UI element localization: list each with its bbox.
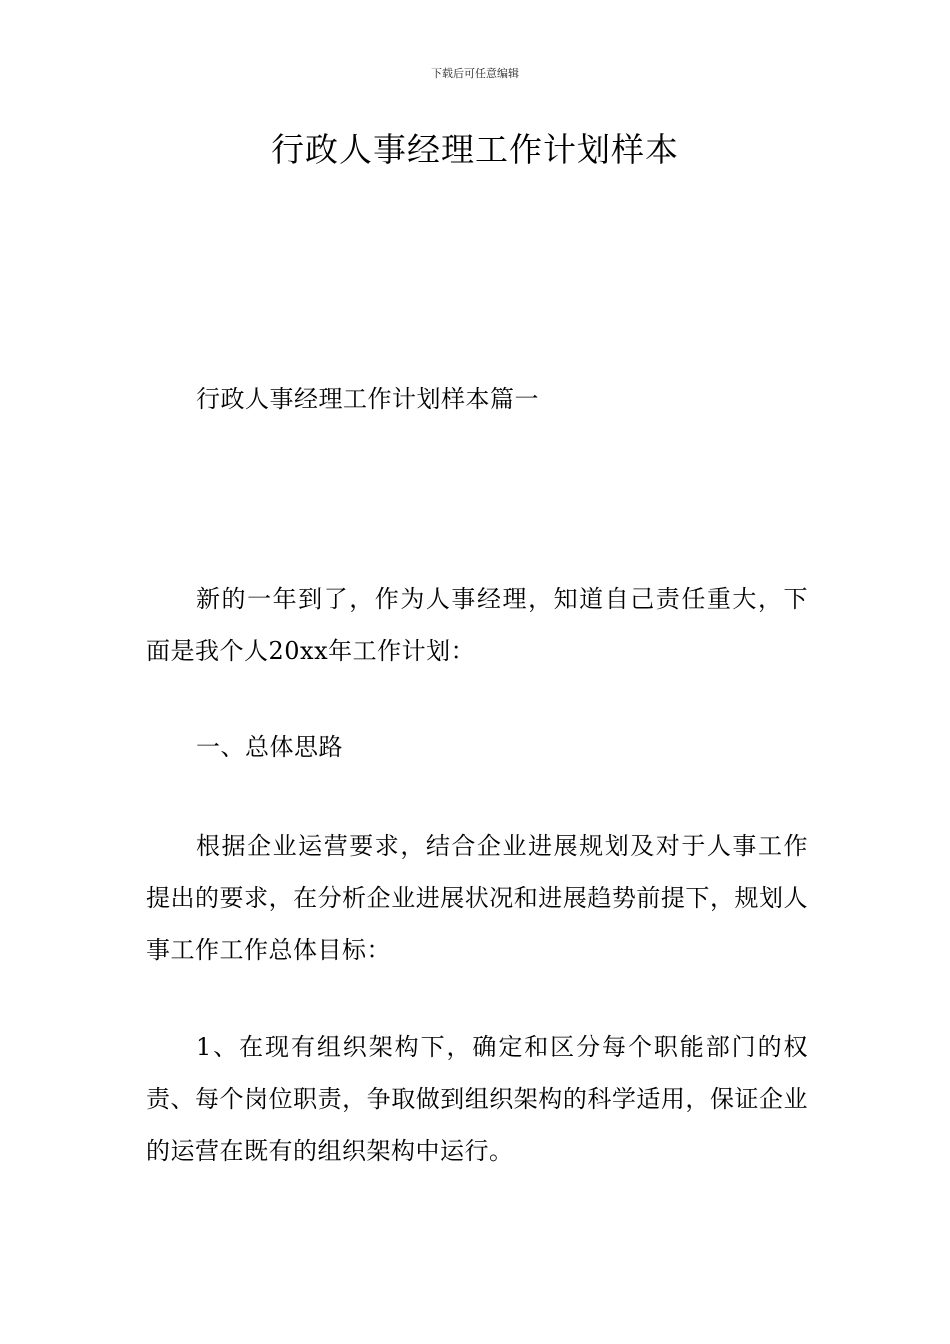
list-item: 1、在现有组织架构下，确定和区分每个职能部门的权责、每个岗位职责，争取做到组织架构的科学适用，保证企业的运营在既有的组织架构中运行。: [146, 1033, 808, 1165]
section-heading: 一、总体思路: [196, 733, 343, 761]
document-subtitle: 行政人事经理工作计划样本篇一: [196, 385, 539, 413]
intro-paragraph: 新的一年到了，作为人事经理，知道自己责任重大，下面是我个人20xx年工作计划：: [146, 585, 808, 665]
document-title: 行政人事经理工作计划样本: [271, 130, 679, 169]
header-note: 下载后可任意编辑: [431, 67, 519, 80]
body-paragraph: 根据企业运营要求，结合企业进展规划及对于人事工作提出的要求，在分析企业进展状况和进展趋势前提下，规划人事工作工作总体目标：: [146, 832, 808, 964]
